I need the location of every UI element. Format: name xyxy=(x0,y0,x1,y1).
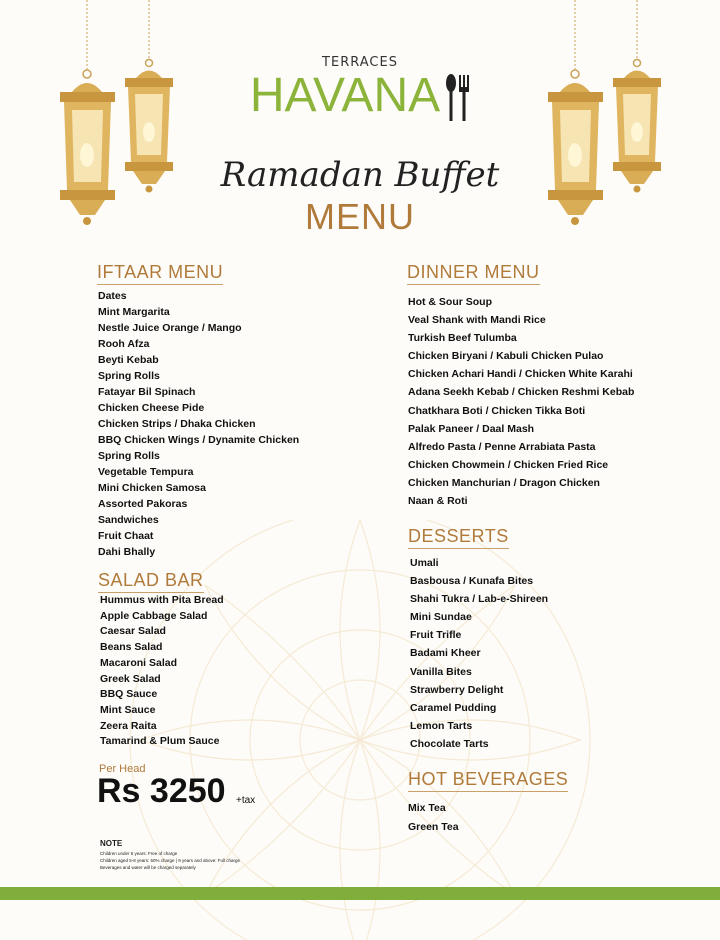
iftaar-item: Chicken Cheese Pide xyxy=(98,402,205,414)
salad-item: Beans Salad xyxy=(100,641,163,654)
salad-item: BBQ Sauce xyxy=(100,688,158,701)
iftaar-item: Rooh Afza xyxy=(98,338,150,350)
desserts-item: Umali xyxy=(410,557,439,569)
dinner-item: Turkish Beef Tulumba xyxy=(408,332,517,345)
beverages-list xyxy=(408,799,459,836)
desserts-item: Mini Sundae xyxy=(410,611,472,624)
desserts-list xyxy=(410,554,548,753)
iftaar-heading: IFTAAR MENU xyxy=(97,262,223,285)
dinner-item: Chicken Biryani / Kabuli Chicken Pulao xyxy=(408,350,604,363)
desserts-item: Lemon Tarts xyxy=(410,719,473,732)
salad-list xyxy=(100,593,224,750)
dinner-heading: DINNER MENU xyxy=(407,262,540,285)
price-tax: +tax xyxy=(236,795,256,806)
desserts-item: Fruit Trifle xyxy=(410,629,462,642)
price-value: Rs 3250 xyxy=(97,772,226,810)
iftaar-item: Dates xyxy=(98,290,127,302)
iftaar-item: Mini Chicken Samosa xyxy=(98,482,206,494)
note-line: Beverages and water will be charged separately xyxy=(100,865,196,870)
desserts-item: Strawberry Delight xyxy=(410,683,504,696)
brand-name: HAVANA xyxy=(249,69,441,122)
dinner-item: Hot & Sour Soup xyxy=(408,296,492,308)
beverages-heading: HOT BEVERAGES xyxy=(408,769,568,792)
iftaar-item: Spring Rolls xyxy=(98,450,160,462)
title-menu: MENU xyxy=(305,196,415,237)
salad-heading: SALAD BAR xyxy=(98,570,204,593)
dinner-item: Chicken Chowmein / Chicken Fried Rice xyxy=(408,458,609,471)
spoon-fork-icon xyxy=(444,73,470,123)
desserts-heading: DESSERTS xyxy=(408,526,509,549)
iftaar-item: Mint Margarita xyxy=(98,306,170,318)
salad-item: Mint Sauce xyxy=(100,703,156,716)
iftaar-item: Chicken Strips / Dhaka Chicken xyxy=(98,418,256,430)
iftaar-item: Sandwiches xyxy=(98,514,159,526)
iftaar-item: Spring Rolls xyxy=(98,370,160,382)
dinner-item: Naan & Roti xyxy=(408,495,468,508)
salad-item: Apple Cabbage Salad xyxy=(100,609,208,622)
desserts-item: Badami Kheer xyxy=(410,647,481,660)
dinner-item: Chicken Achari Handi / Chicken White Karahi xyxy=(408,368,633,381)
per-head-label: Per Head xyxy=(99,763,146,775)
desserts-item: Chocolate Tarts xyxy=(410,737,489,750)
dinner-item: Palak Paneer / Daal Mash xyxy=(408,422,535,435)
iftaar-item: Vegetable Tempura xyxy=(98,466,194,478)
desserts-item: Vanilla Bites xyxy=(410,665,472,678)
salad-item: Tamarind & Plum Sauce xyxy=(100,735,220,748)
dinner-item: Chatkhara Boti / Chicken Tikka Boti xyxy=(408,404,586,417)
iftaar-item: Fruit Chaat xyxy=(98,530,154,542)
iftaar-item: Assorted Pakoras xyxy=(98,498,188,510)
salad-item: Zeera Raita xyxy=(100,719,157,732)
title-script: Ramadan Buffet xyxy=(220,155,500,195)
dinner-item: Alfredo Pasta / Penne Arrabiata Pasta xyxy=(408,440,596,453)
brand-subtitle: TERRACES xyxy=(322,55,398,70)
dinner-list xyxy=(408,293,634,510)
desserts-item: Shahi Tukra / Lab-e-Shireen xyxy=(410,593,549,606)
iftaar-item: Dahi Bhally xyxy=(98,546,156,558)
salad-item: Caesar Salad xyxy=(100,625,166,638)
note-heading: NOTE xyxy=(100,839,123,848)
iftaar-item: BBQ Chicken Wings / Dynamite Chicken xyxy=(98,434,300,446)
beverages-item: Green Tea xyxy=(408,820,459,833)
note-line: Children aged 5-8 years: 50% charge | 9 years and above: Full charge xyxy=(100,858,241,863)
beverages-item: Mix Tea xyxy=(408,802,446,814)
note-line: Children under 5 years: Free of charge xyxy=(100,851,178,856)
desserts-item: Caramel Pudding xyxy=(410,701,497,714)
iftaar-item: Nestle Juice Orange / Mango xyxy=(98,322,242,334)
iftaar-item: Fatayar Bil Spinach xyxy=(98,386,196,398)
iftaar-item: Beyti Kebab xyxy=(98,354,159,366)
iftaar-list xyxy=(98,288,299,560)
desserts-item: Basbousa / Kunafa Bites xyxy=(410,575,534,588)
brand-logo xyxy=(0,68,720,123)
dinner-item: Chicken Manchurian / Dragon Chicken xyxy=(408,476,600,489)
salad-item: Macaroni Salad xyxy=(100,656,178,669)
salad-item: Hummus with Pita Bread xyxy=(100,594,224,606)
footer-bar xyxy=(0,887,720,900)
dinner-item: Veal Shank with Mandi Rice xyxy=(408,314,546,327)
salad-item: Greek Salad xyxy=(100,672,161,685)
dinner-item: Adana Seekh Kebab / Chicken Reshmi Kebab xyxy=(408,386,635,399)
